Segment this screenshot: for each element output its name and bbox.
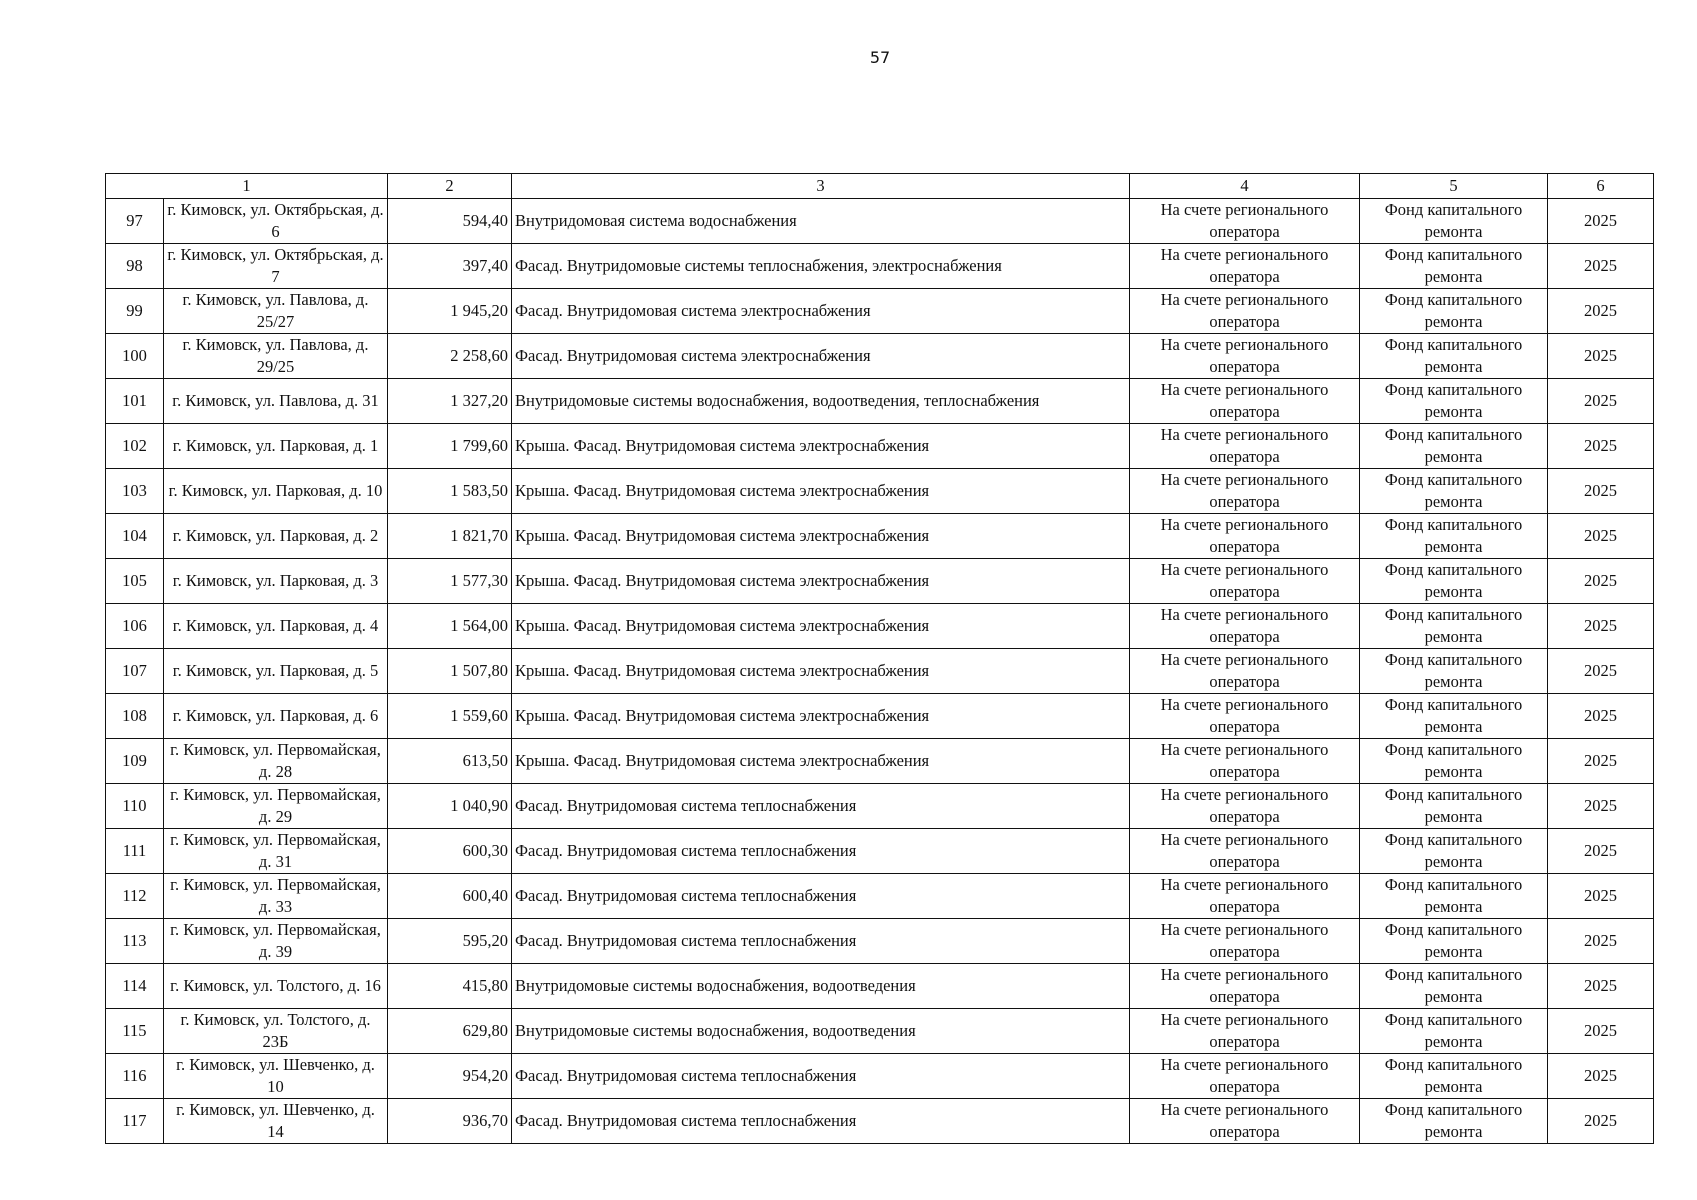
table-row bbox=[106, 199, 1654, 244]
header-col-3: 3 bbox=[512, 174, 1130, 199]
table-row bbox=[106, 1099, 1654, 1144]
row-number: 104 bbox=[106, 514, 164, 559]
year-cell: 2025 bbox=[1548, 919, 1654, 964]
year-cell: 2025 bbox=[1548, 1054, 1654, 1099]
account-cell: На счете регионального оператора bbox=[1130, 244, 1360, 289]
year-cell: 2025 bbox=[1548, 514, 1654, 559]
cost-cell: 954,20 bbox=[388, 1054, 512, 1099]
repair-program-table bbox=[105, 173, 1654, 1144]
funding-source-cell: Фонд капитального ремонта bbox=[1360, 874, 1548, 919]
cost-cell: 397,40 bbox=[388, 244, 512, 289]
cost-cell: 600,40 bbox=[388, 874, 512, 919]
address-cell: г. Кимовск, ул. Павлова, д. 31 bbox=[164, 379, 388, 424]
row-number: 110 bbox=[106, 784, 164, 829]
address-cell: г. Кимовск, ул. Толстого, д. 23Б bbox=[164, 1009, 388, 1054]
header-col-6: 6 bbox=[1548, 174, 1654, 199]
row-number: 109 bbox=[106, 739, 164, 784]
works-cell: Фасад. Внутридомовая система теплоснабжения bbox=[512, 1099, 1130, 1144]
works-cell: Фасад. Внутридомовая система теплоснабжения bbox=[512, 874, 1130, 919]
cost-cell: 936,70 bbox=[388, 1099, 512, 1144]
account-cell: На счете регионального оператора bbox=[1130, 514, 1360, 559]
address-cell: г. Кимовск, ул. Парковая, д. 5 bbox=[164, 649, 388, 694]
table-row bbox=[106, 1009, 1654, 1054]
cost-cell: 1 945,20 bbox=[388, 289, 512, 334]
address-cell: г. Кимовск, ул. Павлова, д. 29/25 bbox=[164, 334, 388, 379]
account-cell: На счете регионального оператора bbox=[1130, 964, 1360, 1009]
works-cell: Фасад. Внутридомовая система электроснабжения bbox=[512, 289, 1130, 334]
funding-source-cell: Фонд капитального ремонта bbox=[1360, 244, 1548, 289]
table-row bbox=[106, 649, 1654, 694]
year-cell: 2025 bbox=[1548, 829, 1654, 874]
funding-source-cell: Фонд капитального ремонта bbox=[1360, 1099, 1548, 1144]
row-number: 112 bbox=[106, 874, 164, 919]
works-cell: Внутридомовая система водоснабжения bbox=[512, 199, 1130, 244]
cost-cell: 629,80 bbox=[388, 1009, 512, 1054]
account-cell: На счете регионального оператора bbox=[1130, 1009, 1360, 1054]
account-cell: На счете регионального оператора bbox=[1130, 1099, 1360, 1144]
row-number: 99 bbox=[106, 289, 164, 334]
cost-cell: 415,80 bbox=[388, 964, 512, 1009]
table-row bbox=[106, 604, 1654, 649]
account-cell: На счете регионального оператора bbox=[1130, 379, 1360, 424]
row-number: 115 bbox=[106, 1009, 164, 1054]
table-row bbox=[106, 379, 1654, 424]
funding-source-cell: Фонд капитального ремонта bbox=[1360, 1009, 1548, 1054]
row-number: 114 bbox=[106, 964, 164, 1009]
funding-source-cell: Фонд капитального ремонта bbox=[1360, 469, 1548, 514]
year-cell: 2025 bbox=[1548, 1099, 1654, 1144]
year-cell: 2025 bbox=[1548, 469, 1654, 514]
year-cell: 2025 bbox=[1548, 649, 1654, 694]
table-row bbox=[106, 559, 1654, 604]
address-cell: г. Кимовск, ул. Парковая, д. 2 bbox=[164, 514, 388, 559]
table-row bbox=[106, 289, 1654, 334]
row-number: 98 bbox=[106, 244, 164, 289]
table-row bbox=[106, 964, 1654, 1009]
funding-source-cell: Фонд капитального ремонта bbox=[1360, 694, 1548, 739]
row-number: 97 bbox=[106, 199, 164, 244]
funding-source-cell: Фонд капитального ремонта bbox=[1360, 1054, 1548, 1099]
works-cell: Крыша. Фасад. Внутридомовая система электроснабжения bbox=[512, 424, 1130, 469]
header-col-4: 4 bbox=[1130, 174, 1360, 199]
row-number: 105 bbox=[106, 559, 164, 604]
works-cell: Крыша. Фасад. Внутридомовая система электроснабжения bbox=[512, 559, 1130, 604]
table-row bbox=[106, 874, 1654, 919]
cost-cell: 1 327,20 bbox=[388, 379, 512, 424]
table-header-row bbox=[106, 174, 1654, 199]
year-cell: 2025 bbox=[1548, 244, 1654, 289]
account-cell: На счете регионального оператора bbox=[1130, 334, 1360, 379]
row-number: 108 bbox=[106, 694, 164, 739]
row-number: 101 bbox=[106, 379, 164, 424]
cost-cell: 1 564,00 bbox=[388, 604, 512, 649]
header-col-5: 5 bbox=[1360, 174, 1548, 199]
account-cell: На счете регионального оператора bbox=[1130, 694, 1360, 739]
works-cell: Фасад. Внутридомовая система теплоснабжения bbox=[512, 784, 1130, 829]
works-cell: Крыша. Фасад. Внутридомовая система электроснабжения bbox=[512, 739, 1130, 784]
year-cell: 2025 bbox=[1548, 1009, 1654, 1054]
cost-cell: 1 799,60 bbox=[388, 424, 512, 469]
table-row bbox=[106, 469, 1654, 514]
header-col-2: 2 bbox=[388, 174, 512, 199]
funding-source-cell: Фонд капитального ремонта bbox=[1360, 334, 1548, 379]
account-cell: На счете регионального оператора bbox=[1130, 784, 1360, 829]
funding-source-cell: Фонд капитального ремонта bbox=[1360, 379, 1548, 424]
address-cell: г. Кимовск, ул. Октябрьская, д. 7 bbox=[164, 244, 388, 289]
address-cell: г. Кимовск, ул. Первомайская, д. 39 bbox=[164, 919, 388, 964]
funding-source-cell: Фонд капитального ремонта bbox=[1360, 604, 1548, 649]
address-cell: г. Кимовск, ул. Октябрьская, д. 6 bbox=[164, 199, 388, 244]
year-cell: 2025 bbox=[1548, 694, 1654, 739]
cost-cell: 595,20 bbox=[388, 919, 512, 964]
table-row bbox=[106, 1054, 1654, 1099]
address-cell: г. Кимовск, ул. Парковая, д. 6 bbox=[164, 694, 388, 739]
row-number: 113 bbox=[106, 919, 164, 964]
account-cell: На счете регионального оператора bbox=[1130, 424, 1360, 469]
row-number: 102 bbox=[106, 424, 164, 469]
year-cell: 2025 bbox=[1548, 604, 1654, 649]
funding-source-cell: Фонд капитального ремонта bbox=[1360, 559, 1548, 604]
account-cell: На счете регионального оператора bbox=[1130, 919, 1360, 964]
table-row bbox=[106, 784, 1654, 829]
works-cell: Крыша. Фасад. Внутридомовая система электроснабжения bbox=[512, 694, 1130, 739]
funding-source-cell: Фонд капитального ремонта bbox=[1360, 964, 1548, 1009]
address-cell: г. Кимовск, ул. Парковая, д. 1 bbox=[164, 424, 388, 469]
table-row bbox=[106, 829, 1654, 874]
cost-cell: 1 507,80 bbox=[388, 649, 512, 694]
year-cell: 2025 bbox=[1548, 874, 1654, 919]
cost-cell: 1 559,60 bbox=[388, 694, 512, 739]
works-cell: Фасад. Внутридомовая система теплоснабжения bbox=[512, 829, 1130, 874]
address-cell: г. Кимовск, ул. Толстого, д. 16 bbox=[164, 964, 388, 1009]
year-cell: 2025 bbox=[1548, 784, 1654, 829]
works-cell: Фасад. Внутридомовые системы теплоснабжения, электроснабжения bbox=[512, 244, 1130, 289]
year-cell: 2025 bbox=[1548, 289, 1654, 334]
funding-source-cell: Фонд капитального ремонта bbox=[1360, 829, 1548, 874]
works-cell: Внутридомовые системы водоснабжения, водоотведения bbox=[512, 964, 1130, 1009]
account-cell: На счете регионального оператора bbox=[1130, 739, 1360, 784]
address-cell: г. Кимовск, ул. Первомайская, д. 31 bbox=[164, 829, 388, 874]
address-cell: г. Кимовск, ул. Парковая, д. 10 bbox=[164, 469, 388, 514]
works-cell: Внутридомовые системы водоснабжения, водоотведения bbox=[512, 1009, 1130, 1054]
year-cell: 2025 bbox=[1548, 424, 1654, 469]
table-row bbox=[106, 739, 1654, 784]
address-cell: г. Кимовск, ул. Первомайская, д. 29 bbox=[164, 784, 388, 829]
year-cell: 2025 bbox=[1548, 559, 1654, 604]
cost-cell: 1 040,90 bbox=[388, 784, 512, 829]
cost-cell: 1 577,30 bbox=[388, 559, 512, 604]
address-cell: г. Кимовск, ул. Шевченко, д. 14 bbox=[164, 1099, 388, 1144]
funding-source-cell: Фонд капитального ремонта bbox=[1360, 289, 1548, 334]
row-number: 103 bbox=[106, 469, 164, 514]
row-number: 111 bbox=[106, 829, 164, 874]
cost-cell: 600,30 bbox=[388, 829, 512, 874]
year-cell: 2025 bbox=[1548, 379, 1654, 424]
row-number: 117 bbox=[106, 1099, 164, 1144]
works-cell: Фасад. Внутридомовая система электроснабжения bbox=[512, 334, 1130, 379]
account-cell: На счете регионального оператора bbox=[1130, 649, 1360, 694]
address-cell: г. Кимовск, ул. Парковая, д. 3 bbox=[164, 559, 388, 604]
address-cell: г. Кимовск, ул. Парковая, д. 4 bbox=[164, 604, 388, 649]
works-cell: Крыша. Фасад. Внутридомовая система электроснабжения bbox=[512, 604, 1130, 649]
works-cell: Крыша. Фасад. Внутридомовая система электроснабжения bbox=[512, 649, 1130, 694]
table-row bbox=[106, 919, 1654, 964]
account-cell: На счете регионального оператора bbox=[1130, 604, 1360, 649]
table-row bbox=[106, 244, 1654, 289]
account-cell: На счете регионального оператора bbox=[1130, 1054, 1360, 1099]
row-number: 100 bbox=[106, 334, 164, 379]
works-cell: Крыша. Фасад. Внутридомовая система электроснабжения bbox=[512, 514, 1130, 559]
address-cell: г. Кимовск, ул. Шевченко, д. 10 bbox=[164, 1054, 388, 1099]
cost-cell: 1 583,50 bbox=[388, 469, 512, 514]
header-col-1: 1 bbox=[106, 174, 388, 199]
account-cell: На счете регионального оператора bbox=[1130, 469, 1360, 514]
row-number: 106 bbox=[106, 604, 164, 649]
year-cell: 2025 bbox=[1548, 199, 1654, 244]
works-cell: Фасад. Внутридомовая система теплоснабжения bbox=[512, 1054, 1130, 1099]
funding-source-cell: Фонд капитального ремонта bbox=[1360, 739, 1548, 784]
row-number: 116 bbox=[106, 1054, 164, 1099]
works-cell: Фасад. Внутридомовая система теплоснабжения bbox=[512, 919, 1130, 964]
table-row bbox=[106, 694, 1654, 739]
works-cell: Внутридомовые системы водоснабжения, водоотведения, теплоснабжения bbox=[512, 379, 1130, 424]
funding-source-cell: Фонд капитального ремонта bbox=[1360, 649, 1548, 694]
account-cell: На счете регионального оператора bbox=[1130, 199, 1360, 244]
cost-cell: 613,50 bbox=[388, 739, 512, 784]
account-cell: На счете регионального оператора bbox=[1130, 289, 1360, 334]
funding-source-cell: Фонд капитального ремонта bbox=[1360, 199, 1548, 244]
address-cell: г. Кимовск, ул. Первомайская, д. 28 bbox=[164, 739, 388, 784]
account-cell: На счете регионального оператора bbox=[1130, 874, 1360, 919]
address-cell: г. Кимовск, ул. Первомайская, д. 33 bbox=[164, 874, 388, 919]
funding-source-cell: Фонд капитального ремонта bbox=[1360, 919, 1548, 964]
account-cell: На счете регионального оператора bbox=[1130, 559, 1360, 604]
table-row bbox=[106, 424, 1654, 469]
funding-source-cell: Фонд капитального ремонта bbox=[1360, 424, 1548, 469]
year-cell: 2025 bbox=[1548, 964, 1654, 1009]
cost-cell: 2 258,60 bbox=[388, 334, 512, 379]
year-cell: 2025 bbox=[1548, 739, 1654, 784]
cost-cell: 594,40 bbox=[388, 199, 512, 244]
works-cell: Крыша. Фасад. Внутридомовая система электроснабжения bbox=[512, 469, 1130, 514]
table-row bbox=[106, 514, 1654, 559]
table-row bbox=[106, 334, 1654, 379]
page-number: 57 bbox=[869, 48, 891, 67]
address-cell: г. Кимовск, ул. Павлова, д. 25/27 bbox=[164, 289, 388, 334]
year-cell: 2025 bbox=[1548, 334, 1654, 379]
cost-cell: 1 821,70 bbox=[388, 514, 512, 559]
account-cell: На счете регионального оператора bbox=[1130, 829, 1360, 874]
row-number: 107 bbox=[106, 649, 164, 694]
funding-source-cell: Фонд капитального ремонта bbox=[1360, 514, 1548, 559]
funding-source-cell: Фонд капитального ремонта bbox=[1360, 784, 1548, 829]
